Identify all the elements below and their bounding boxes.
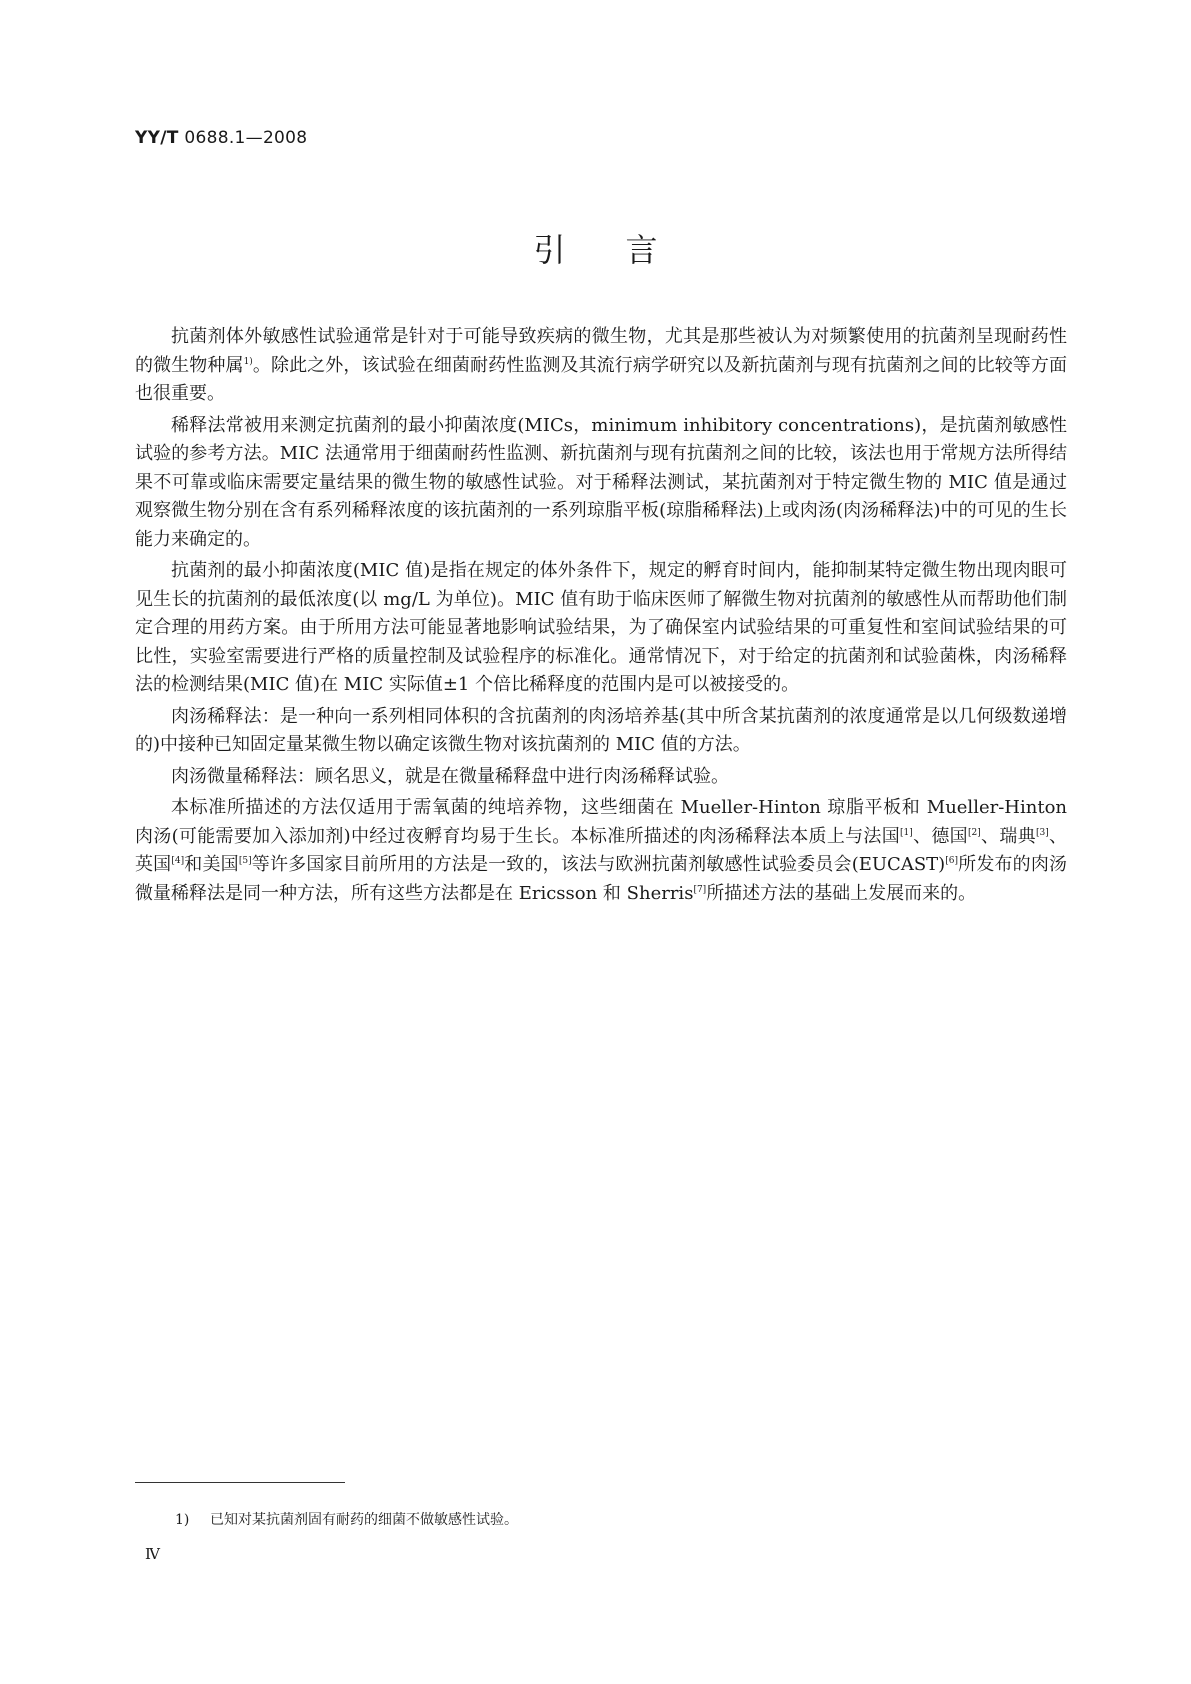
paragraph-text: 。除此之外，该试验在细菌耐药性监测及其流行病学研究以及新抗菌剂与现有抗菌剂之间的比较等方面也很重要。 bbox=[135, 354, 1067, 404]
paragraph-text: 稀释法常被用来测定抗菌剂的最小抑菌浓度(MICs，minimum inhibitory concentrations)，是抗菌剂敏感性试验的参考方法。MIC 法通常用于细菌耐药性监测、新抗菌剂与现有抗菌剂之间的比较，该法也用于常规方法所得结果不可靠或临床需要定量结果的微生物的敏感性试验。对于稀释法测试，某抗菌剂对于特定微生物的 MIC 值是通过观察微生物分别在含有系列稀释浓度的该抗菌剂的一系列琼脂平板(琼脂稀释法)上或肉汤(肉汤稀释法)中的可见的生长能力来确定的。 bbox=[135, 414, 1067, 550]
document-code bbox=[135, 128, 307, 148]
paragraph-text: 、英国 bbox=[135, 825, 1068, 875]
page-number: Ⅳ bbox=[145, 1545, 160, 1563]
paragraph-text: 肉汤微量稀释法：顾名思义，就是在微量稀释盘中进行肉汤稀释试验。 bbox=[171, 765, 729, 787]
reference-marker: [6] bbox=[945, 856, 958, 866]
document-code-prefix: YY/T bbox=[135, 128, 179, 148]
footnote-text: 已知对某抗菌剂固有耐药的细菌不做敏感性试验。 bbox=[210, 1512, 518, 1528]
paragraph-text: 本标准所描述的方法仅适用于需氧菌的纯培养物，这些细菌在 Mueller-Hinton 琼脂平板和 Mueller-Hinton 肉汤(可能需要加入添加剂)中经过夜孵育均易于生长。本标准所描述的肉汤稀释法本质上与法国 bbox=[135, 797, 1067, 847]
document-code-number: 0688.1—2008 bbox=[184, 128, 308, 148]
page-title: 引言 bbox=[533, 231, 718, 269]
footnote bbox=[175, 1509, 518, 1529]
paragraph-text: 抗菌剂的最小抑菌浓度(MIC 值)是指在规定的体外条件下，规定的孵育时间内，能抑制某特定微生物出现肉眼可见生长的抗菌剂的最低浓度(以 mg/L 为单位)。MIC 值有助于临床医师了解微生物对抗菌剂的敏感性从而帮助他们制定合理的用药方案。由于所用方法可能显著地影响试验结果，为了确保室内试验结果的可重复性和室间试验结果的可比性，实验室需要进行严格的质量控制及试验程序的标准化。通常情况下，对于给定的抗菌剂和试验菌株，肉汤稀释法的检测结果(MIC 值)在 MIC 实际值±1 个倍比稀释度的范围内是可以被接受的。 bbox=[135, 560, 1067, 695]
reference-marker: [1] bbox=[900, 827, 913, 838]
paragraph bbox=[135, 794, 1067, 908]
reference-marker: 1) bbox=[243, 356, 253, 367]
reference-marker: [5] bbox=[238, 856, 252, 866]
footnote-divider bbox=[135, 1482, 345, 1483]
body-text bbox=[135, 323, 1067, 911]
paragraph-text: 所发布的肉汤微量稀释法是同一种方法，所有这些方法都是在 Ericsson 和 Sherris bbox=[135, 854, 1068, 904]
paragraph-text: 抗菌剂体外敏感性试验通常是针对于可能导致疾病的微生物，尤其是那些被认为对频繁使用的抗菌剂呈现耐药性的微生物种属 bbox=[135, 326, 1067, 376]
reference-marker: [3] bbox=[1035, 827, 1049, 838]
paragraph-text: 等许多国家目前所用的方法是一致的，该法与欧洲抗菌剂敏感性试验委员会(EUCAST) bbox=[251, 854, 946, 875]
reference-marker: [7] bbox=[693, 884, 707, 895]
reference-marker: [2] bbox=[968, 827, 981, 838]
paragraph-text: 肉汤稀释法：是一种向一系列相同体积的含抗菌剂的肉汤培养基(其中所含某抗菌剂的浓度通常是以几何级数递增的)中接种已知固定量某微生物以确定该微生物对该抗菌剂的 MIC 值的方法。 bbox=[135, 705, 1067, 755]
reference-marker: [4] bbox=[171, 856, 185, 866]
paragraph bbox=[135, 557, 1067, 700]
paragraph-text: 、德国 bbox=[912, 825, 968, 847]
footnote-number: 1) bbox=[175, 1512, 190, 1528]
paragraph-text: 、瑞典 bbox=[980, 825, 1036, 847]
paragraph bbox=[135, 763, 1067, 792]
paragraph-text: 和美国 bbox=[184, 854, 239, 875]
paragraph bbox=[135, 323, 1067, 409]
paragraph-text: 所描述方法的基础上发展而来的。 bbox=[706, 882, 977, 904]
paragraph bbox=[135, 412, 1067, 555]
paragraph bbox=[135, 703, 1067, 760]
